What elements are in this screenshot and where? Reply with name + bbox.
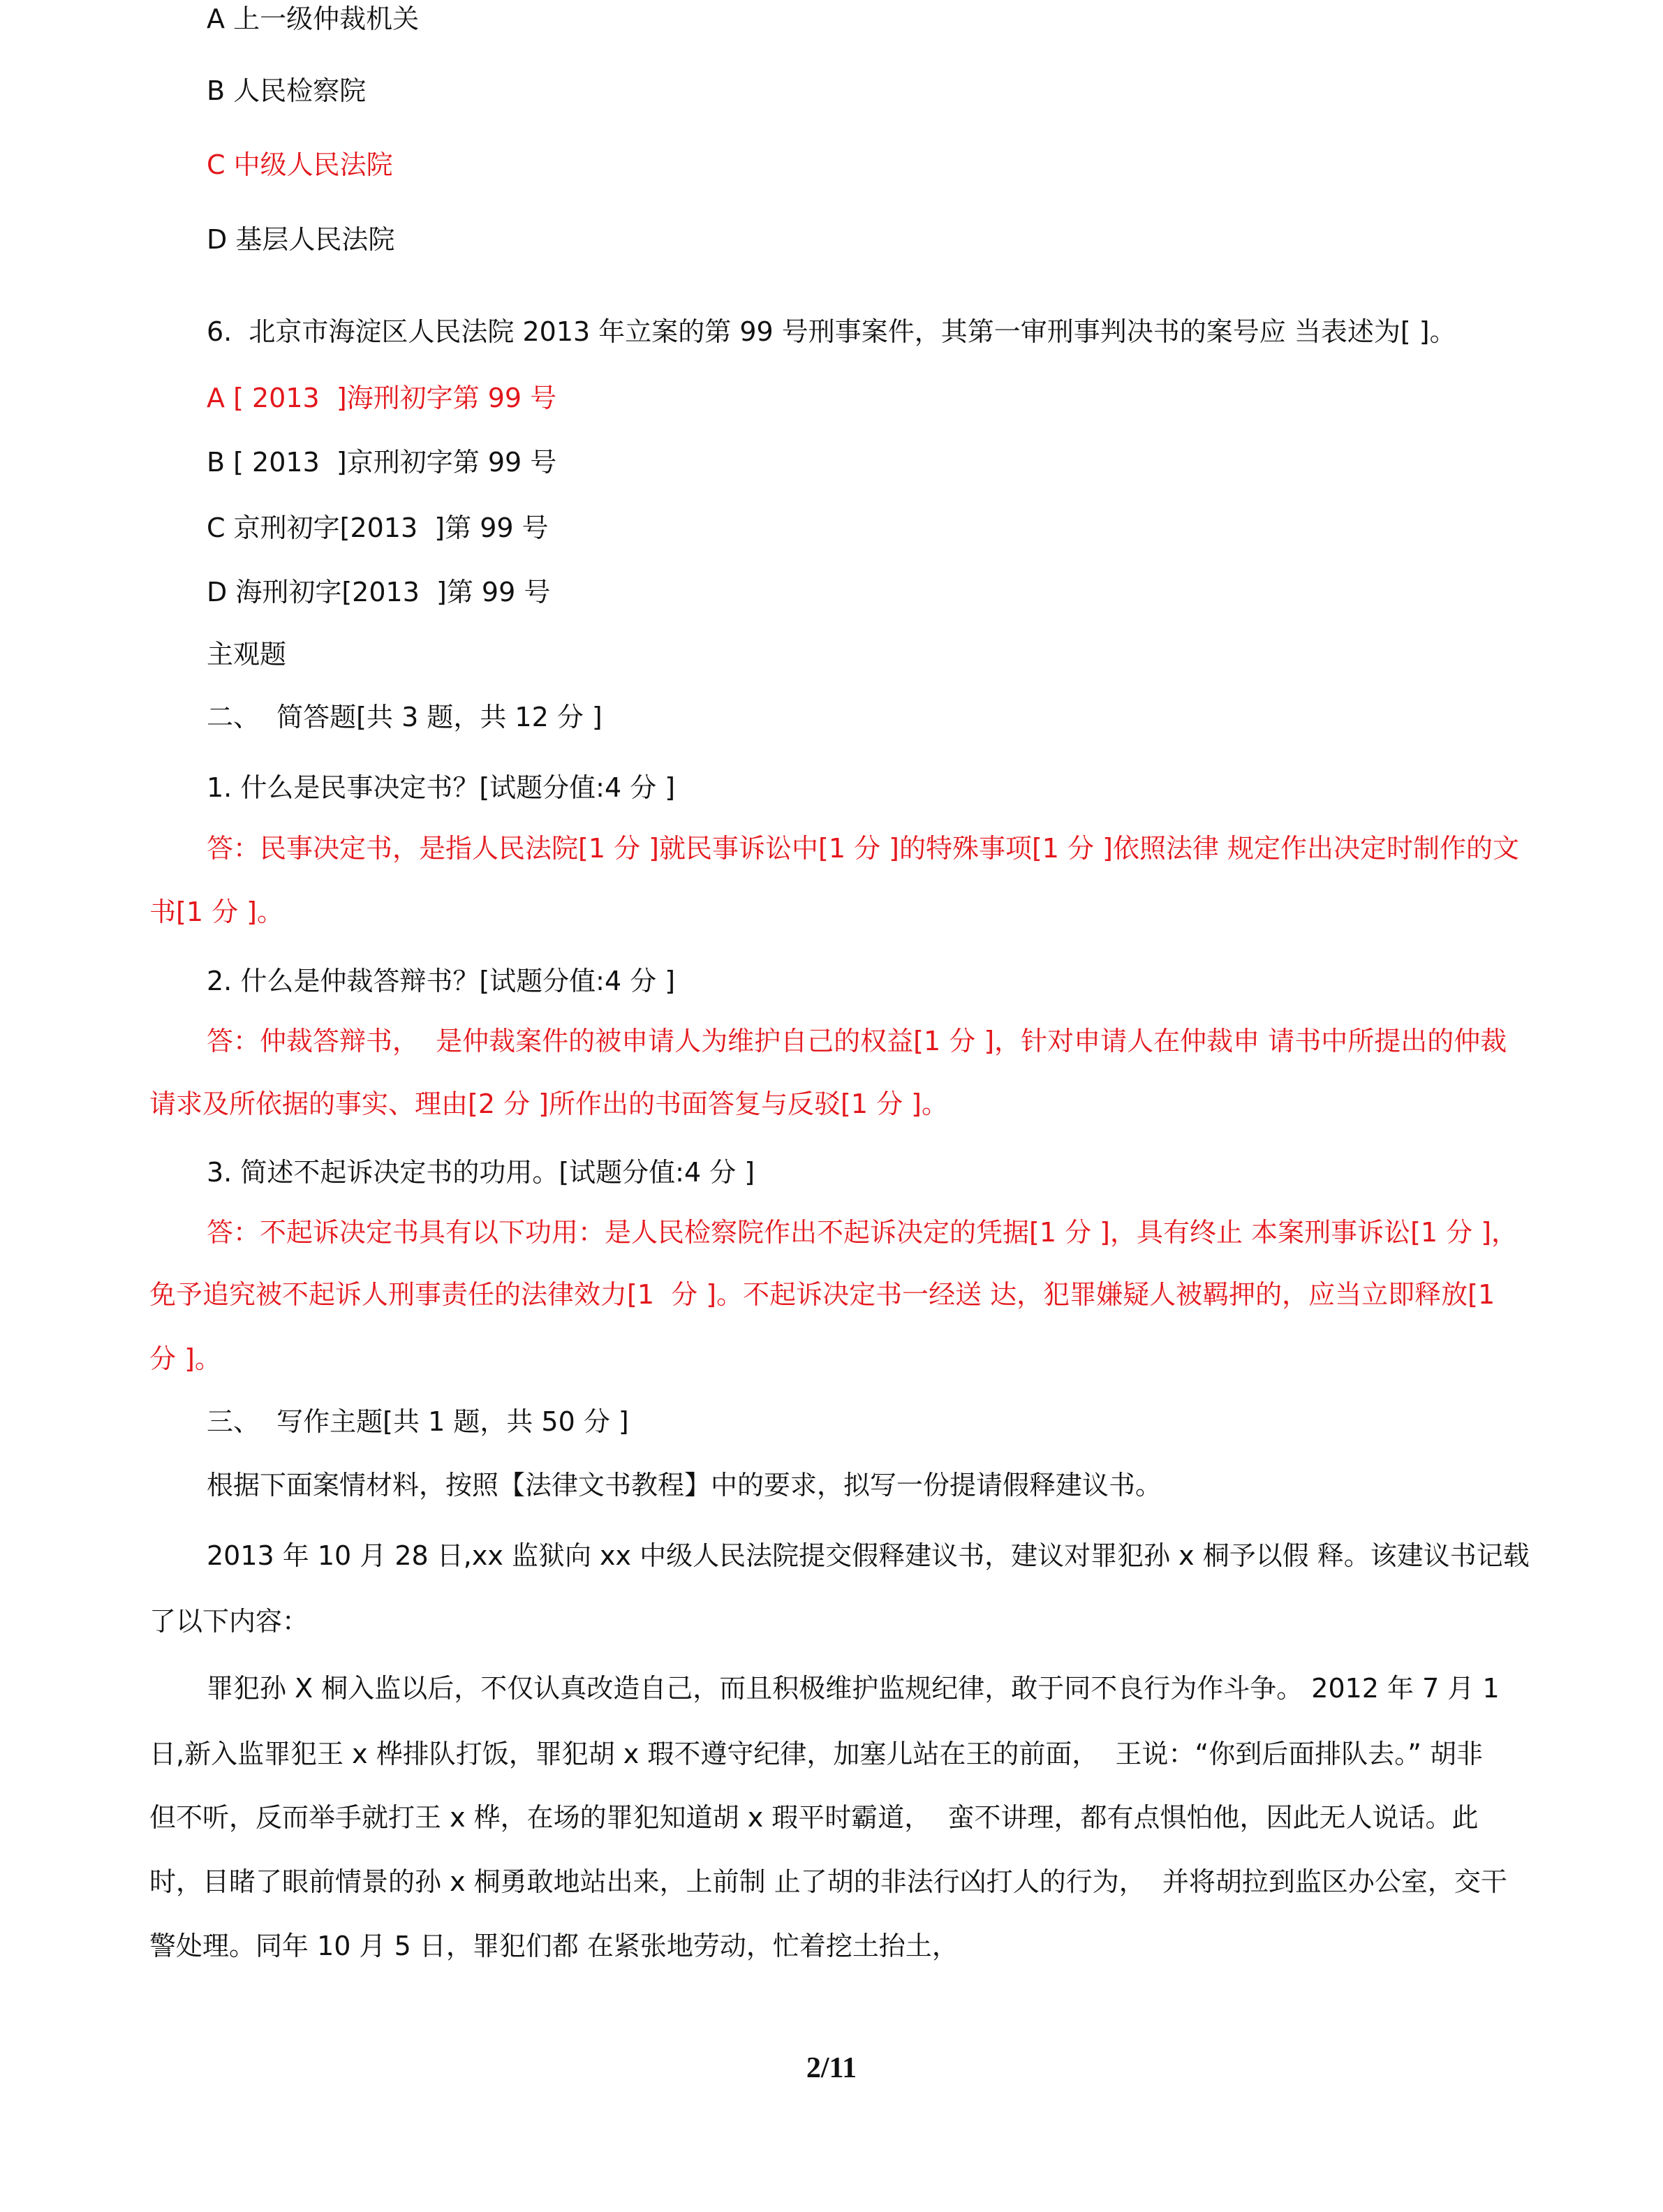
question-3: 3. 简述不起诉决定书的功用。[试题分值:4 分 ] — [207, 1157, 755, 1188]
section3-heading: 三、 写作主题[共 1 题，共 50 分 ] — [207, 1406, 629, 1437]
answer-2-line-1: 答：仲裁答辩书， 是仲裁案件的被申请人为维护自己的权益[1 分 ]，针对申请人在仲裁申 请书中所提出的仲裁 — [207, 1026, 1507, 1056]
q5-option-a: A 上一级仲裁机关 — [207, 3, 420, 34]
question-2: 2. 什么是仲裁答辩书？[试题分值:4 分 ] — [207, 966, 676, 996]
case-para2-line-3: 但不听，反而举手就打王 x 桦，在场的罪犯知道胡 x 瑕平时霸道， 蛮不讲理，都有点惧怕他，因此无人说话。此 — [149, 1802, 1479, 1833]
q6-option-b: B [ 2013 ]京刑初字第 99 号 — [207, 447, 557, 478]
q6-option-d: D 海刑初字[2013 ]第 99 号 — [207, 577, 551, 607]
case-para1-line-1: 2013 年 10 月 28 日,xx 监狱向 xx 中级人民法院提交假释建议书，建议对罪犯孙 x 桐予以假 释。该建议书记载 — [207, 1540, 1530, 1571]
q6-option-c: C 京刑初字[2013 ]第 99 号 — [207, 513, 549, 543]
answer-2-line-2: 请求及所依据的事实、理由[2 分 ]所作出的书面答复与反驳[1 分 ]。 — [149, 1089, 948, 1119]
subjective-label: 主观题 — [207, 639, 287, 670]
q5-option-b: B 人民检察院 — [207, 75, 367, 106]
case-para2-line-4: 时，目睹了眼前情景的孙 x 桐勇敢地站出来，上前制 止了胡的非法行凶打人的行为， 并将胡拉到监区办公室，交干 — [149, 1866, 1507, 1897]
q5-option-d: D 基层人民法院 — [207, 224, 395, 255]
case-para2-line-1: 罪犯孙 X 桐入监以后，不仅认真改造自己，而且积极维护监规纪律，敢于同不良行为作斗争。 2012 年 7 月 1 — [207, 1673, 1500, 1704]
answer-1-line-1: 答：民事决定书，是指人民法院[1 分 ]就民事诉讼中[1 分 ]的特殊事项[1 分 ]依照法律 规定作出决定时制作的文 — [207, 833, 1520, 864]
case-para2-line-2: 日,新入监罪犯王 x 桦排队打饭，罪犯胡 x 瑕不遵守纪律，加塞儿站在王的前面， 王说：“你到后面排队去。” 胡非 — [149, 1739, 1483, 1769]
answer-1-line-2: 书[1 分 ]。 — [149, 897, 283, 927]
section2-heading: 二、 简答题[共 3 题，共 12 分 ] — [207, 702, 603, 732]
case-para2-line-5: 警处理。同年 10 月 5 日，罪犯们都 在紧张地劳动，忙着挖土抬土， — [149, 1931, 959, 1961]
answer-3-line-2: 免予追究被不起诉人刑事责任的法律效力[1 分 ]。不起诉决定书一经送 达，犯罪嫌疑人被羁押的，应当立即释放[1 — [149, 1279, 1495, 1310]
answer-3-line-3: 分 ]。 — [149, 1343, 221, 1374]
page-number: 2/11 — [806, 2052, 857, 2084]
q5-option-c-correct: C 中级人民法院 — [207, 149, 393, 180]
q6-stem: 6. 北京市海淀区人民法院 2013 年立案的第 99 号刑事案件，其第一审刑事判决书的案号应 当表述为[ ]。 — [207, 316, 1456, 347]
case-para1-line-2: 了以下内容： — [149, 1606, 309, 1637]
q6-option-a-correct: A [ 2013 ]海刑初字第 99 号 — [207, 383, 557, 413]
question-1: 1. 什么是民事决定书？[试题分值:4 分 ] — [207, 772, 676, 803]
answer-3-line-1: 答：不起诉决定书具有以下功用：是人民检察院作出不起诉决定的凭据[1 分 ]，具有终止 本案刑事诉讼[1 分 ]， — [207, 1217, 1518, 1248]
section3-instruction: 根据下面案情材料，按照【法律文书教程】中的要求，拟写一份提请假释建议书。 — [207, 1470, 1162, 1501]
